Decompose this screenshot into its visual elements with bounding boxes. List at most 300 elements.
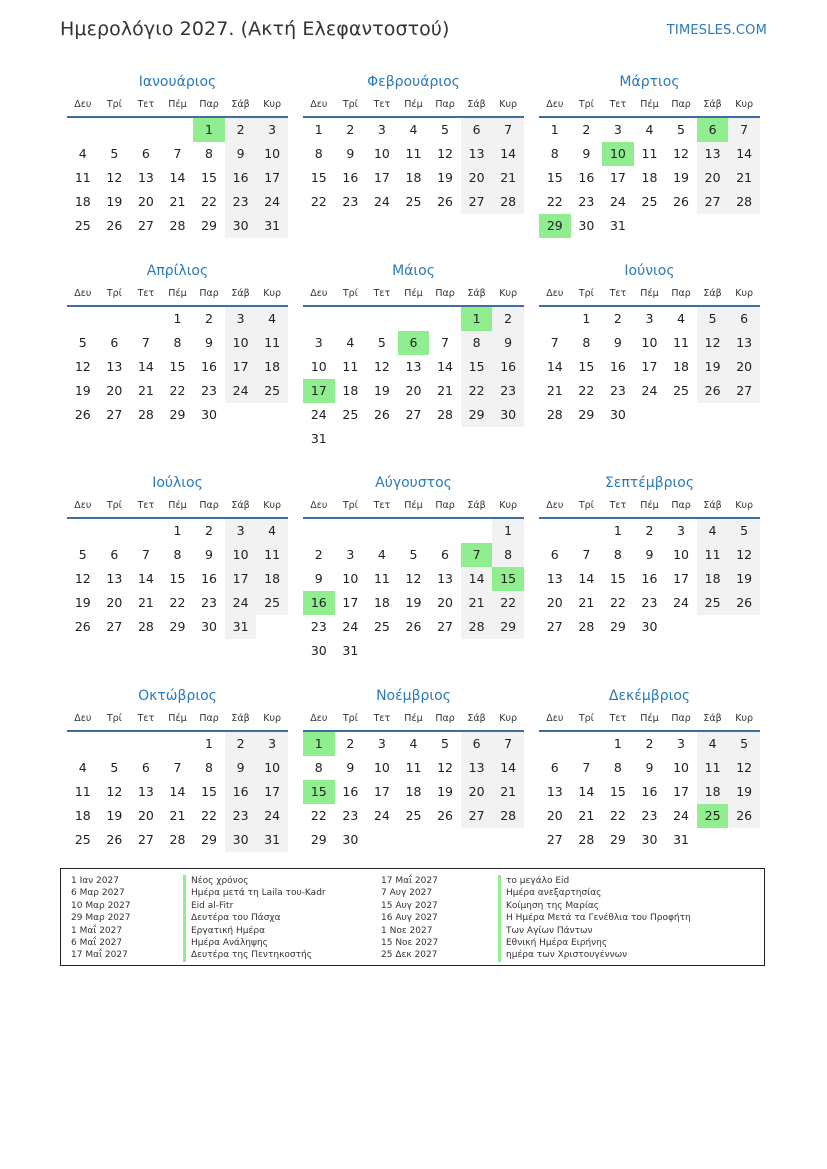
day-cell: 8 bbox=[461, 331, 493, 355]
day-cell: 3 bbox=[377, 122, 386, 137]
week-row bbox=[539, 190, 760, 214]
day-cell: 3 bbox=[225, 307, 257, 331]
day-cell: 17 bbox=[225, 567, 257, 591]
weekday-label: Κυρ bbox=[735, 713, 754, 724]
day-cell: 13 bbox=[106, 359, 123, 374]
empty-day-cell bbox=[162, 732, 194, 756]
weekday-label: Παρ bbox=[435, 713, 455, 724]
empty-day-cell bbox=[303, 519, 335, 543]
day-cell: 3 bbox=[613, 122, 622, 137]
day-cell: 26 bbox=[74, 407, 91, 422]
day-cell: 16 bbox=[225, 780, 257, 804]
day-cell: 7 bbox=[173, 760, 182, 775]
day-cell: 27 bbox=[137, 218, 154, 233]
day-cell: 27 bbox=[546, 832, 563, 847]
week-row bbox=[303, 427, 524, 451]
day-cell: 13 bbox=[137, 170, 154, 185]
weekday-label: Τρί bbox=[342, 713, 358, 724]
day-cell: 12 bbox=[106, 784, 123, 799]
day-cell: 27 bbox=[546, 619, 563, 634]
weekday-label: Σάβ bbox=[703, 99, 722, 110]
weekday-label: Τετ bbox=[137, 713, 155, 724]
weekday-label: Πέμ bbox=[168, 500, 187, 511]
day-cell: 16 bbox=[578, 170, 595, 185]
weekday-label: Δευ bbox=[74, 99, 92, 110]
day-cell: 21 bbox=[137, 595, 154, 610]
day-cell: 14 bbox=[437, 359, 453, 374]
week-row bbox=[67, 567, 288, 591]
weekday-header bbox=[303, 708, 524, 732]
day-cell: 29 bbox=[609, 619, 626, 634]
day-cell: 25 bbox=[673, 383, 689, 398]
day-cell: 2 bbox=[314, 547, 323, 562]
day-cell: 18 bbox=[256, 567, 288, 591]
weekday-label: Τρί bbox=[578, 713, 594, 724]
empty-day-cell bbox=[398, 427, 430, 451]
week-row bbox=[67, 118, 288, 142]
weekday-label: Τρί bbox=[106, 288, 122, 299]
day-cell: 16 bbox=[201, 571, 217, 586]
day-cell: 22 bbox=[492, 591, 524, 615]
day-cell: 10 bbox=[256, 756, 288, 780]
day-cell: 25 bbox=[405, 194, 422, 209]
day-cell: 1 bbox=[314, 122, 323, 137]
day-cell: 27 bbox=[437, 619, 453, 634]
day-cell: 29 bbox=[201, 832, 217, 847]
holiday-name: Eid al-Fitr bbox=[183, 900, 326, 912]
day-cell: 8 bbox=[582, 335, 591, 350]
week-row bbox=[539, 828, 760, 852]
legend-names-left bbox=[183, 875, 326, 962]
holiday-name: Νέος χρόνος bbox=[183, 875, 326, 887]
weekday-label: Κυρ bbox=[263, 500, 282, 511]
day-cell: 5 bbox=[409, 547, 418, 562]
week-row bbox=[303, 615, 524, 639]
day-cell: 21 bbox=[578, 808, 595, 823]
day-cell: 25 bbox=[641, 194, 658, 209]
day-cell: 8 bbox=[173, 335, 182, 350]
empty-day-cell bbox=[697, 828, 729, 852]
week-row bbox=[67, 615, 288, 639]
day-cell: 12 bbox=[106, 170, 123, 185]
weekday-label: Κυρ bbox=[499, 288, 518, 299]
weekday-label: Δευ bbox=[74, 713, 92, 724]
day-cell: 27 bbox=[461, 804, 493, 828]
week-row bbox=[303, 355, 524, 379]
day-cell: 4 bbox=[256, 519, 288, 543]
day-cell: 17 bbox=[256, 166, 288, 190]
day-cell: 6 bbox=[141, 146, 150, 161]
week-row bbox=[67, 519, 288, 543]
week-row bbox=[539, 331, 760, 355]
day-cell: 3 bbox=[677, 523, 685, 538]
day-cell: 23 bbox=[578, 194, 595, 209]
holiday-date: 1 Μαΐ 2027 bbox=[71, 925, 123, 936]
day-cell: 14 bbox=[578, 784, 595, 799]
day-cell: 28 bbox=[728, 190, 760, 214]
day-cell: 30 bbox=[641, 619, 658, 634]
day-cell: 10 bbox=[256, 142, 288, 166]
weekday-label: Τρί bbox=[578, 99, 594, 110]
day-cell: 23 bbox=[342, 808, 359, 823]
week-row bbox=[67, 379, 288, 403]
day-cell: 1 bbox=[205, 736, 213, 751]
day-cell: 18 bbox=[373, 595, 390, 610]
week-row bbox=[67, 142, 288, 166]
weekday-label: Σάβ bbox=[231, 500, 250, 511]
day-cell: 9 bbox=[225, 142, 257, 166]
weekday-label: Κυρ bbox=[735, 288, 754, 299]
empty-day-cell bbox=[728, 615, 760, 639]
day-cell: 17 bbox=[342, 595, 359, 610]
empty-day-cell bbox=[256, 615, 288, 639]
day-cell: 19 bbox=[437, 170, 453, 185]
day-cell: 5 bbox=[110, 760, 119, 775]
week-row bbox=[303, 190, 524, 214]
day-cell: 4 bbox=[697, 732, 729, 756]
empty-day-cell bbox=[130, 732, 162, 756]
day-cell: 4 bbox=[78, 760, 87, 775]
empty-day-cell bbox=[539, 307, 571, 331]
weekday-label: Δευ bbox=[546, 99, 564, 110]
day-cell: 18 bbox=[405, 784, 422, 799]
month-name: Απρίλιος bbox=[146, 263, 209, 279]
day-cell: 9 bbox=[346, 760, 355, 775]
day-cell: 5 bbox=[697, 307, 729, 331]
week-row bbox=[539, 307, 760, 331]
day-cell: 10 bbox=[673, 760, 689, 775]
day-cell: 21 bbox=[546, 383, 563, 398]
day-cell: 1 bbox=[550, 122, 559, 137]
empty-day-cell bbox=[429, 639, 461, 663]
day-cell: 13 bbox=[137, 784, 154, 799]
empty-day-cell bbox=[67, 307, 99, 331]
day-cell: 13 bbox=[437, 571, 453, 586]
month-6 bbox=[539, 259, 760, 427]
day-cell: 18 bbox=[641, 170, 658, 185]
day-cell: 16 bbox=[201, 359, 217, 374]
empty-day-cell bbox=[461, 639, 493, 663]
empty-day-cell bbox=[99, 118, 131, 142]
day-cell: 16 bbox=[641, 571, 658, 586]
week-row bbox=[67, 307, 288, 331]
week-row bbox=[539, 780, 760, 804]
day-cell: 9 bbox=[205, 335, 213, 350]
day-cell: 9 bbox=[492, 331, 524, 355]
week-row bbox=[303, 403, 524, 427]
weekday-label: Σάβ bbox=[467, 99, 486, 110]
day-cell: 25 bbox=[697, 591, 729, 615]
day-cell: 4 bbox=[409, 736, 418, 751]
day-cell: 12 bbox=[373, 359, 390, 374]
weekday-label: Τετ bbox=[373, 288, 391, 299]
day-cell: 17 bbox=[303, 379, 335, 403]
week-row bbox=[539, 804, 760, 828]
day-cell: 29 bbox=[578, 407, 595, 422]
day-cell: 6 bbox=[461, 732, 493, 756]
day-cell: 1 bbox=[492, 519, 524, 543]
weekday-label: Σάβ bbox=[467, 500, 486, 511]
day-cell: 1 bbox=[193, 118, 225, 142]
day-cell: 23 bbox=[342, 194, 359, 209]
day-cell: 15 bbox=[609, 571, 626, 586]
day-cell: 11 bbox=[342, 359, 359, 374]
day-cell: 25 bbox=[697, 804, 729, 828]
weekday-label: Σάβ bbox=[703, 713, 722, 724]
day-cell: 19 bbox=[74, 595, 91, 610]
weekday-label: Δευ bbox=[74, 288, 92, 299]
day-cell: 2 bbox=[346, 736, 355, 751]
day-cell: 21 bbox=[461, 591, 493, 615]
day-cell: 26 bbox=[697, 379, 729, 403]
weekday-label: Δευ bbox=[310, 288, 328, 299]
legend-names-right bbox=[498, 875, 691, 962]
day-cell: 20 bbox=[137, 808, 154, 823]
day-cell: 20 bbox=[106, 383, 123, 398]
weekday-label: Σάβ bbox=[231, 713, 250, 724]
week-row bbox=[303, 639, 524, 663]
day-cell: 5 bbox=[441, 736, 449, 751]
month-11 bbox=[303, 684, 524, 852]
day-cell: 25 bbox=[74, 218, 91, 233]
day-cell: 18 bbox=[74, 194, 91, 209]
day-cell: 14 bbox=[169, 784, 186, 799]
weekday-label: Πέμ bbox=[640, 99, 659, 110]
day-cell: 17 bbox=[673, 571, 689, 586]
empty-day-cell bbox=[398, 307, 430, 331]
day-cell: 8 bbox=[492, 543, 524, 567]
day-cell: 20 bbox=[697, 166, 729, 190]
day-cell: 27 bbox=[106, 407, 123, 422]
empty-day-cell bbox=[67, 732, 99, 756]
day-cell: 16 bbox=[225, 166, 257, 190]
day-cell: 24 bbox=[256, 190, 288, 214]
empty-day-cell bbox=[429, 427, 461, 451]
empty-day-cell bbox=[634, 403, 666, 427]
day-cell: 27 bbox=[728, 379, 760, 403]
day-cell: 3 bbox=[677, 736, 685, 751]
day-cell: 23 bbox=[225, 804, 257, 828]
day-cell: 17 bbox=[641, 359, 658, 374]
page-title: Ημερολόγιο 2027. (Ακτή Ελεφαντοστού) bbox=[60, 18, 450, 40]
day-cell: 22 bbox=[310, 808, 327, 823]
weekday-header bbox=[67, 283, 288, 307]
day-cell: 7 bbox=[492, 118, 524, 142]
weekday-header bbox=[303, 495, 524, 519]
day-cell: 28 bbox=[578, 619, 595, 634]
day-cell: 31 bbox=[225, 615, 257, 639]
day-cell: 2 bbox=[225, 118, 257, 142]
day-cell: 6 bbox=[550, 760, 559, 775]
weekday-label: Τρί bbox=[342, 99, 358, 110]
day-cell: 21 bbox=[437, 383, 453, 398]
weekday-label: Πέμ bbox=[640, 500, 659, 511]
day-cell: 19 bbox=[728, 780, 760, 804]
day-cell: 13 bbox=[106, 571, 123, 586]
day-cell: 8 bbox=[314, 146, 323, 161]
day-cell: 8 bbox=[314, 760, 323, 775]
day-cell: 4 bbox=[645, 122, 654, 137]
day-cell: 2 bbox=[346, 122, 355, 137]
day-cell: 24 bbox=[225, 591, 257, 615]
day-cell: 7 bbox=[173, 146, 182, 161]
holiday-date: 29 Μαρ 2027 bbox=[71, 913, 131, 924]
day-cell: 22 bbox=[310, 194, 327, 209]
day-cell: 23 bbox=[641, 595, 658, 610]
day-cell: 30 bbox=[201, 619, 217, 634]
weekday-header bbox=[303, 283, 524, 307]
day-cell: 27 bbox=[461, 190, 493, 214]
weekday-label: Πέμ bbox=[404, 713, 423, 724]
day-cell: 10 bbox=[225, 331, 257, 355]
day-cell: 21 bbox=[169, 808, 186, 823]
day-cell: 22 bbox=[169, 595, 186, 610]
day-cell: 13 bbox=[697, 142, 729, 166]
day-cell: 4 bbox=[346, 335, 355, 350]
month-name: Φεβρουάριος bbox=[367, 74, 460, 90]
week-row bbox=[539, 732, 760, 756]
day-cell: 28 bbox=[546, 407, 563, 422]
day-cell: 22 bbox=[609, 595, 626, 610]
week-row bbox=[303, 732, 524, 756]
empty-day-cell bbox=[728, 403, 760, 427]
empty-day-cell bbox=[67, 519, 99, 543]
day-cell: 14 bbox=[492, 756, 524, 780]
empty-day-cell bbox=[665, 214, 697, 238]
day-cell: 5 bbox=[441, 122, 449, 137]
day-cell: 16 bbox=[609, 359, 626, 374]
day-cell: 24 bbox=[342, 619, 359, 634]
day-cell: 13 bbox=[546, 784, 563, 799]
week-row bbox=[539, 166, 760, 190]
day-cell: 30 bbox=[201, 407, 217, 422]
day-cell: 10 bbox=[310, 359, 327, 374]
day-cell: 14 bbox=[578, 571, 595, 586]
weekday-label: Σάβ bbox=[231, 288, 250, 299]
day-cell: 7 bbox=[141, 547, 150, 562]
weekday-label: Παρ bbox=[199, 99, 219, 110]
day-cell: 1 bbox=[173, 523, 182, 538]
day-cell: 15 bbox=[546, 170, 563, 185]
empty-day-cell bbox=[461, 828, 493, 852]
day-cell: 21 bbox=[578, 595, 595, 610]
day-cell: 9 bbox=[613, 335, 622, 350]
day-cell: 24 bbox=[256, 804, 288, 828]
day-cell: 21 bbox=[728, 166, 760, 190]
weekday-label: Κυρ bbox=[499, 713, 518, 724]
day-cell: 7 bbox=[461, 543, 493, 567]
empty-day-cell bbox=[366, 427, 398, 451]
day-cell: 24 bbox=[609, 194, 626, 209]
weekday-label: Τετ bbox=[373, 99, 391, 110]
holiday-name: Ημέρα ανεξαρτησίας bbox=[498, 887, 691, 899]
week-row bbox=[67, 804, 288, 828]
holiday-name: Κοίμηση της Μαρίας bbox=[498, 900, 691, 912]
day-cell: 31 bbox=[609, 218, 626, 233]
week-row bbox=[67, 732, 288, 756]
day-cell: 4 bbox=[78, 146, 87, 161]
day-cell: 25 bbox=[342, 407, 359, 422]
site-link[interactable]: TIMESLES.COM bbox=[666, 23, 767, 38]
weekday-label: Τετ bbox=[137, 288, 155, 299]
empty-day-cell bbox=[130, 519, 162, 543]
day-cell: 26 bbox=[106, 218, 123, 233]
day-cell: 7 bbox=[441, 335, 449, 350]
holiday-date: 7 Αυγ 2027 bbox=[381, 888, 433, 899]
weekday-label: Κυρ bbox=[263, 288, 282, 299]
weekday-label: Σάβ bbox=[703, 500, 722, 511]
empty-day-cell bbox=[665, 615, 697, 639]
day-cell: 14 bbox=[728, 142, 760, 166]
week-row bbox=[303, 591, 524, 615]
week-row bbox=[539, 214, 760, 238]
day-cell: 25 bbox=[74, 832, 91, 847]
weekday-label: Δευ bbox=[546, 500, 564, 511]
day-cell: 17 bbox=[256, 780, 288, 804]
day-cell: 5 bbox=[677, 122, 685, 137]
weekday-label: Παρ bbox=[435, 99, 455, 110]
day-cell: 4 bbox=[409, 122, 418, 137]
day-cell: 7 bbox=[582, 760, 591, 775]
week-row bbox=[67, 828, 288, 852]
empty-day-cell bbox=[461, 519, 493, 543]
week-row bbox=[67, 166, 288, 190]
weekday-label: Σάβ bbox=[231, 99, 250, 110]
day-cell: 27 bbox=[106, 619, 123, 634]
day-cell: 29 bbox=[492, 615, 524, 639]
holiday-date: 16 Αυγ 2027 bbox=[381, 913, 438, 924]
day-cell: 16 bbox=[641, 784, 658, 799]
week-row bbox=[539, 379, 760, 403]
day-cell: 22 bbox=[201, 808, 217, 823]
holiday-date: 1 Νοε 2027 bbox=[381, 925, 433, 936]
weekday-label: Σάβ bbox=[467, 713, 486, 724]
weekday-header bbox=[67, 94, 288, 118]
day-cell: 18 bbox=[697, 567, 729, 591]
day-cell: 15 bbox=[492, 567, 524, 591]
empty-day-cell bbox=[366, 519, 398, 543]
holiday-date: 6 Μαΐ 2027 bbox=[71, 937, 123, 948]
day-cell: 28 bbox=[137, 407, 154, 422]
day-cell: 24 bbox=[373, 194, 390, 209]
day-cell: 30 bbox=[609, 407, 626, 422]
day-cell: 15 bbox=[169, 359, 186, 374]
weekday-label: Πέμ bbox=[404, 99, 423, 110]
day-cell: 26 bbox=[74, 619, 91, 634]
month-3 bbox=[539, 70, 760, 238]
day-cell: 12 bbox=[437, 146, 453, 161]
weekday-header bbox=[67, 708, 288, 732]
day-cell: 11 bbox=[405, 146, 422, 161]
weekday-label: Δευ bbox=[546, 713, 564, 724]
month-name: Οκτώβριος bbox=[138, 688, 217, 704]
empty-day-cell bbox=[99, 307, 131, 331]
day-cell: 22 bbox=[578, 383, 595, 398]
empty-day-cell bbox=[697, 214, 729, 238]
day-cell: 12 bbox=[728, 543, 760, 567]
day-cell: 2 bbox=[645, 523, 654, 538]
weekday-label: Δευ bbox=[546, 288, 564, 299]
empty-day-cell bbox=[571, 732, 603, 756]
weekday-label: Παρ bbox=[671, 713, 691, 724]
day-cell: 14 bbox=[137, 359, 154, 374]
day-cell: 1 bbox=[461, 307, 493, 331]
weekday-label: Πέμ bbox=[168, 99, 187, 110]
day-cell: 28 bbox=[169, 832, 186, 847]
day-cell: 17 bbox=[373, 784, 390, 799]
empty-day-cell bbox=[67, 118, 99, 142]
month-name: Ιούλιος bbox=[152, 475, 203, 491]
